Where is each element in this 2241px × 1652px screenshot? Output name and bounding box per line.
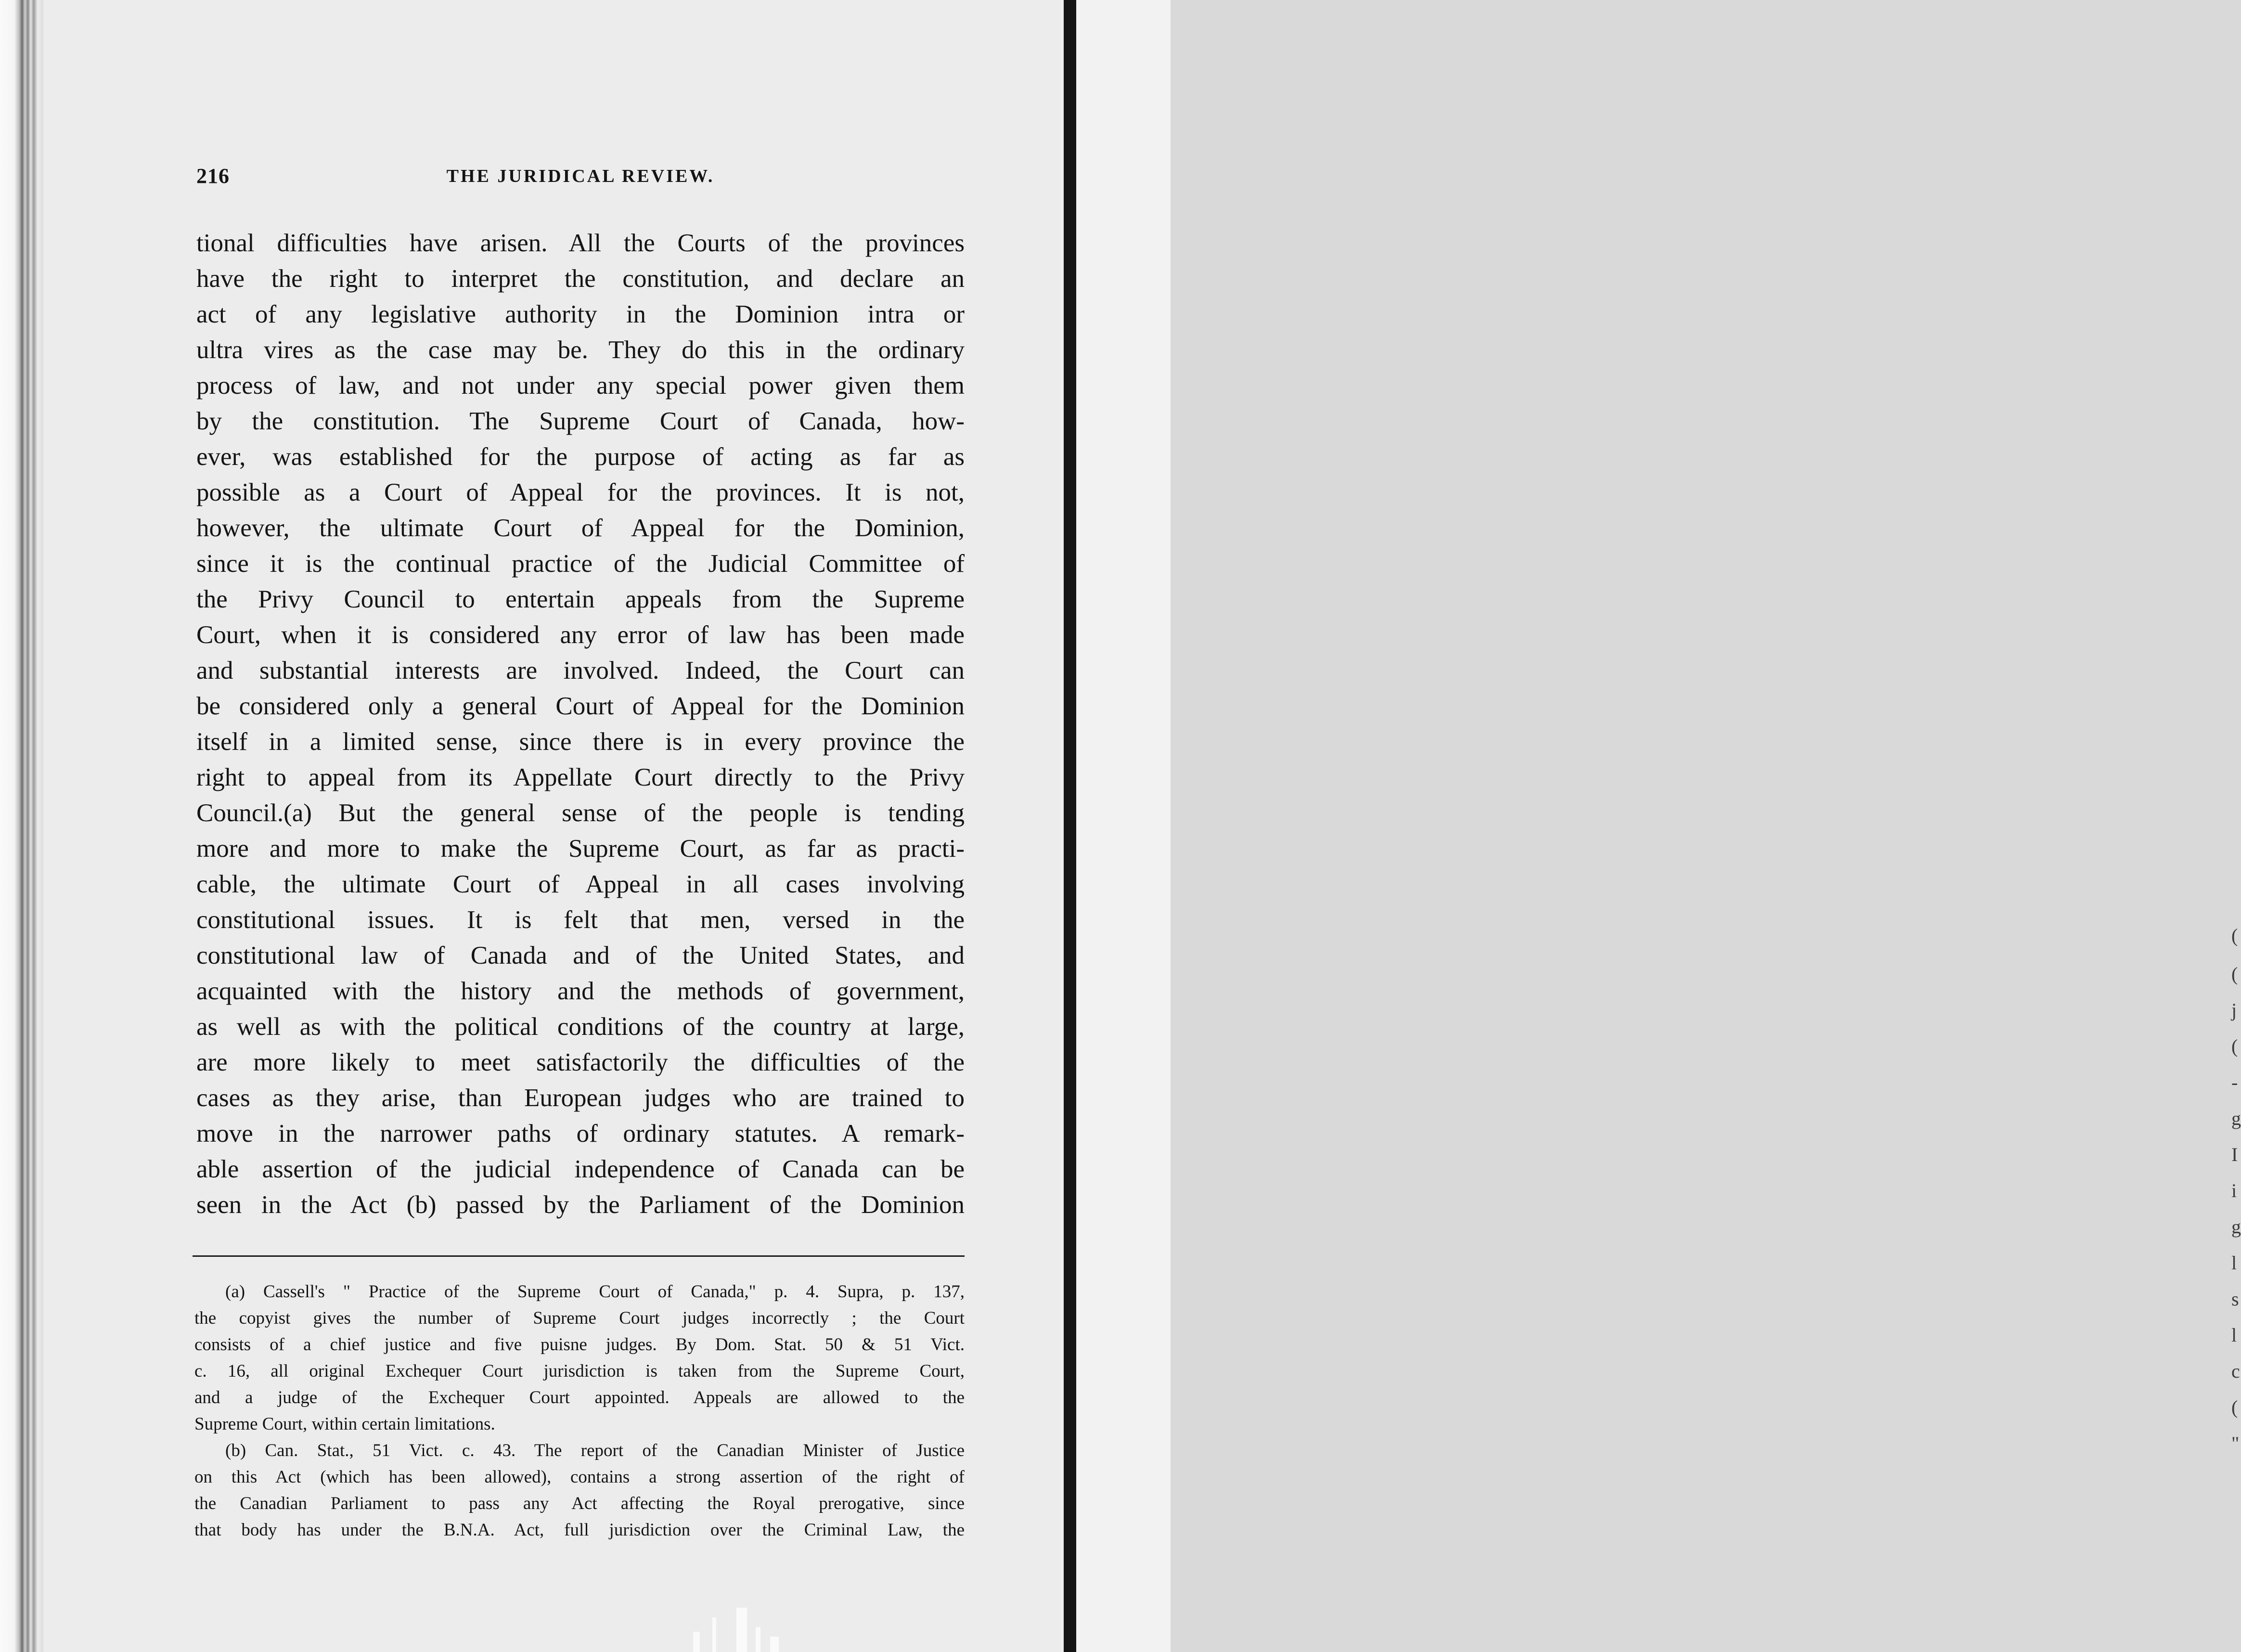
bleed-char: ( xyxy=(2231,1396,2238,1418)
bleed-char: j xyxy=(2231,999,2237,1021)
body-line: itself in a limited sense, since there is in every province the xyxy=(196,728,965,756)
body-line: by the constitution. The Supreme Court of Canada, how- xyxy=(196,407,965,435)
footnote-line: (b) Can. Stat., 51 Vict. c. 43. The report of the Canadian Minister of Justice xyxy=(225,1441,965,1460)
body-line: as well as with the political conditions of the country at large, xyxy=(196,1013,965,1041)
bleed-char: ( xyxy=(2231,963,2238,985)
footnote-line: on this Act (which has been allowed), contains a strong assertion of the right of xyxy=(194,1467,965,1487)
body-line: cable, the ultimate Court of Appeal in all cases involving xyxy=(196,870,965,898)
body-line: are more likely to meet satisfactorily the difficulties of the xyxy=(196,1048,965,1076)
body-line: have the right to interpret the constitution, and declare an xyxy=(196,265,965,293)
page-header xyxy=(196,164,965,193)
bleed-char: g xyxy=(2231,1216,2241,1238)
running-head: THE JURIDICAL REVIEW. xyxy=(446,166,715,186)
bleed-char: c xyxy=(2231,1360,2240,1382)
bleed-char: I xyxy=(2231,1144,2238,1165)
page-gutter xyxy=(1064,0,1076,1652)
body-line: act of any legislative authority in the Dominion intra or xyxy=(196,300,965,328)
bleed-char: ( xyxy=(2231,1035,2238,1057)
body-text xyxy=(196,225,965,1223)
footnote-b xyxy=(194,1437,965,1543)
footnote-line: Supreme Court, within certain limitations. xyxy=(194,1414,495,1434)
footnote-line: and a judge of the Exchequer Court appointed. Appeals are allowed to the xyxy=(194,1388,965,1407)
body-line: since it is the continual practice of the Judicial Committee of xyxy=(196,550,965,578)
footnotes xyxy=(194,1278,965,1543)
body-line: ultra vires as the case may be. They do this in the ordinary xyxy=(196,336,965,364)
body-line: the Privy Council to entertain appeals from the Supreme xyxy=(196,585,965,613)
bleed-char: i xyxy=(2231,1180,2237,1201)
body-line: and substantial interests are involved. Indeed, the Court can xyxy=(196,657,965,684)
body-line: move in the narrower paths of ordinary statutes. A remark- xyxy=(196,1120,965,1148)
body-line: possible as a Court of Appeal for the provinces. It is not, xyxy=(196,478,965,506)
body-line: more and more to make the Supreme Court, as far as practi- xyxy=(196,835,965,863)
body-line: cases as they arise, than European judges who are trained to xyxy=(196,1084,965,1112)
body-line: however, the ultimate Court of Appeal for the Dominion, xyxy=(196,514,965,542)
body-line: tional difficulties have arisen. All the Courts of the provinces xyxy=(196,229,965,257)
body-line: able assertion of the judicial independence of Canada can be xyxy=(196,1155,965,1183)
footnote-rule xyxy=(193,1255,965,1257)
footnote-a xyxy=(194,1278,965,1437)
bleed-char: s xyxy=(2231,1288,2239,1310)
scan-specks xyxy=(683,1603,789,1652)
body-line: seen in the Act (b) passed by the Parliament of the Dominion xyxy=(196,1191,965,1219)
footnote-line: the Canadian Parliament to pass any Act affecting the Royal prerogative, since xyxy=(194,1494,965,1513)
body-line: ever, was established for the purpose of acting as far as xyxy=(196,443,965,471)
bleed-char: " xyxy=(2231,1433,2240,1454)
body-line: constitutional law of Canada and of the United States, and xyxy=(196,942,965,969)
body-line: be considered only a general Court of Appeal for the Dominion xyxy=(196,692,965,720)
body-line: right to appeal from its Appellate Court directly to the Privy xyxy=(196,763,965,791)
body-line: Court, when it is considered any error of law has been made xyxy=(196,621,965,649)
page-number: 216 xyxy=(196,164,230,188)
bleed-char: - xyxy=(2231,1071,2238,1093)
body-line: constitutional issues. It is felt that men, versed in the xyxy=(196,906,965,934)
adjacent-page xyxy=(1076,0,2241,1652)
bleed-char: l xyxy=(2231,1324,2237,1346)
footnote-line: the copyist gives the number of Supreme Court judges incorrectly ; the Court xyxy=(194,1308,965,1328)
body-line: acquainted with the history and the methods of government, xyxy=(196,977,965,1005)
bleed-char: l xyxy=(2231,1252,2237,1274)
bleed-char: ( xyxy=(2231,925,2238,946)
binding-edge xyxy=(0,0,43,1652)
body-line: process of law, and not under any special power given them xyxy=(196,372,965,400)
footnote-line: that body has under the B.N.A. Act, full jurisdiction over the Criminal Law, the xyxy=(194,1520,965,1540)
footnote-line: c. 16, all original Exchequer Court jurisdiction is taken from the Supreme Court, xyxy=(194,1361,965,1381)
body-line: Council.(a) But the general sense of the people is tending xyxy=(196,799,965,827)
footnote-line: (a) Cassell's " Practice of the Supreme Court of Canada," p. 4. Supra, p. 137, xyxy=(225,1282,965,1302)
footnote-line: consists of a chief justice and five puisne judges. By Dom. Stat. 50 & 51 Vict. xyxy=(194,1335,965,1355)
bleed-char: g xyxy=(2231,1108,2241,1129)
